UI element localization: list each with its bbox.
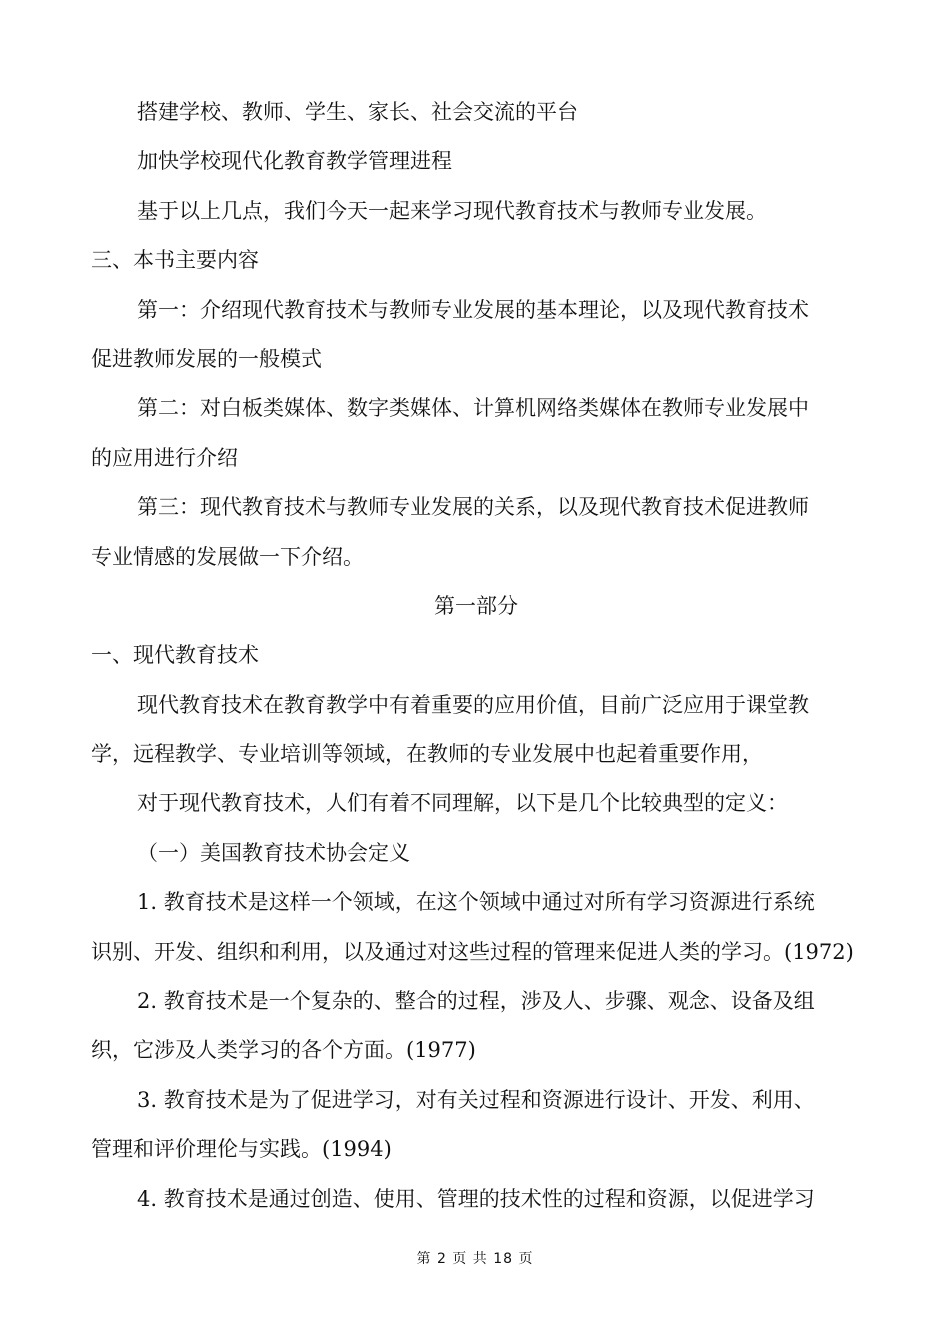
text-line: 基于以上几点，我们今天一起来学习现代教育技术与教师专业发展。 [137,198,767,223]
text-line: 促进教师发展的一般模式 [91,346,322,371]
text-line: 专业情感的发展做一下介绍。 [91,544,364,569]
page-footer: 第 2 页 共 18 页 [416,1251,534,1267]
text-line: 对于现代教育技术，人们有着不同理解，以下是几个比较典型的定义： [137,791,788,816]
part-title: 第一部分 [434,593,518,618]
text-line: 第二：对白板类媒体、数字类媒体、计算机网络类媒体在教师专业发展中 [137,396,809,421]
text-line: 学，远程教学、专业培训等领域，在教师的专业发展中也起着重要作用， [91,742,763,767]
text-line: 搭建学校、教师、学生、家长、社会交流的平台 [137,100,578,124]
section-heading: 三、本书主要内容 [91,248,259,273]
text-line: 织，它涉及人类学习的各个方面。(1977) [91,1038,476,1063]
text-line: 现代教育技术在教育教学中有着重要的应用价值，目前广泛应用于课堂教 [137,692,809,717]
text-line: 的应用进行介绍 [91,445,238,470]
text-line: 加快学校现代化教育教学管理进程 [137,149,452,174]
subsection-heading: （一）美国教育技术协会定义 [137,840,410,865]
section-heading: 一、现代教育技术 [91,643,259,668]
text-line: 管理和评价理伦与实践。(1994) [91,1137,392,1162]
page-body [91,88,861,1224]
text-line: 第一：介绍现代教育技术与教师专业发展的基本理论，以及现代教育技术 [137,297,809,322]
text-line: 第三：现代教育技术与教师专业发展的关系，以及现代教育技术促进教师 [137,495,809,520]
text-line: 识别、开发、组织和利用，以及通过对这些过程的管理来促进人类的学习。(1972) [91,939,854,964]
text-line: 3. 教育技术是为了促进学习，对有关过程和资源进行设计、开发、利用、 [137,1087,815,1112]
text-line: 2. 教育技术是一个复杂的、整合的过程，涉及人、步骤、观念、设备及组 [137,989,815,1014]
text-line: 1. 教育技术是这样一个领域，在这个领域中通过对所有学习资源进行系统 [137,890,815,915]
text-line: 4. 教育技术是通过创造、使用、管理的技术性的过程和资源，以促进学习 [137,1186,815,1211]
